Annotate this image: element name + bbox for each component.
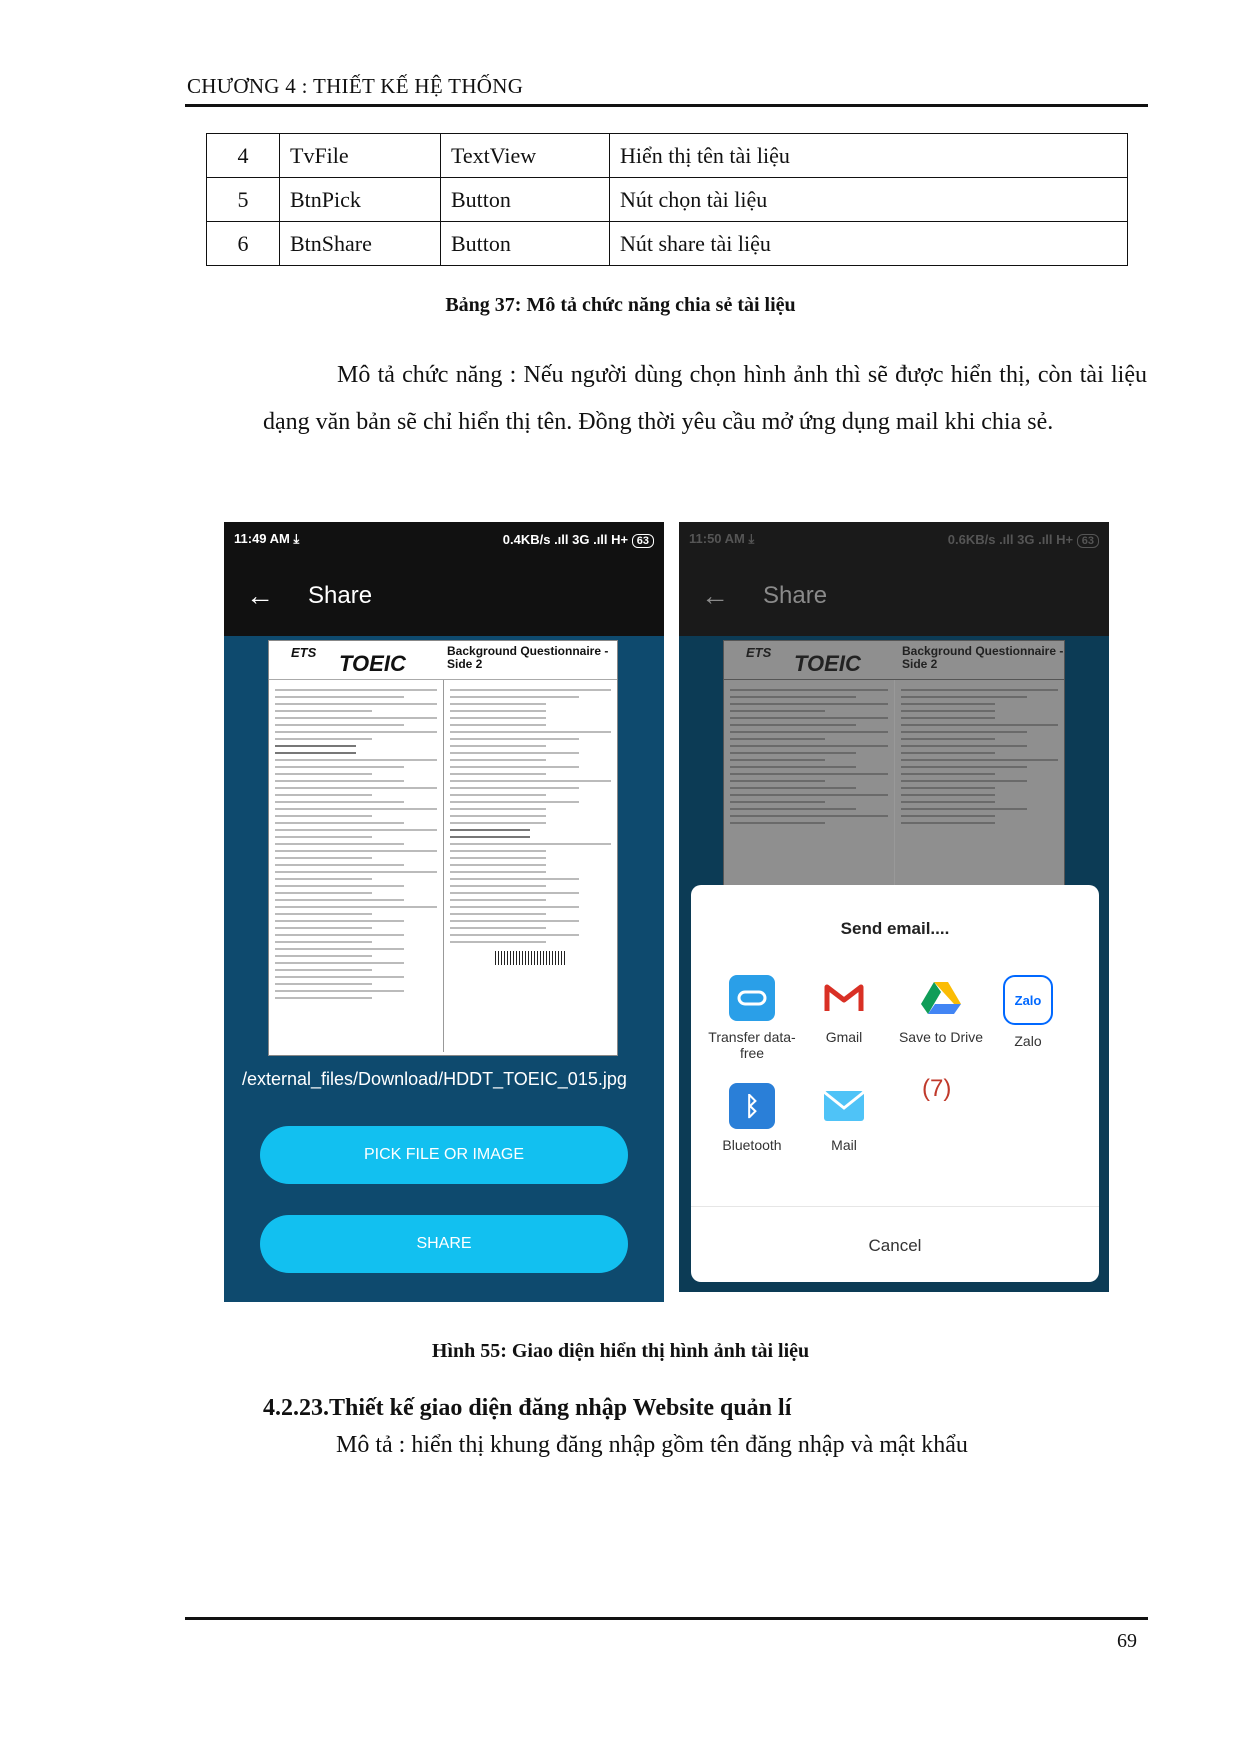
status-bar xyxy=(679,522,1109,556)
app-label: Transfer data-free xyxy=(708,1029,796,1061)
zalo-icon: Zalo xyxy=(1003,975,1053,1025)
table-cell: TextView xyxy=(441,134,610,178)
send-email-share-sheet xyxy=(691,885,1099,1282)
status-time: 11:49 AM xyxy=(234,531,290,546)
doc-heading: Background Questionnaire - Side 2 xyxy=(447,644,609,671)
pick-file-button[interactable]: PICK FILE OR IMAGE xyxy=(260,1126,628,1184)
ets-logo: ETS xyxy=(291,645,317,660)
spec-table xyxy=(206,133,1128,266)
table-cell: Nút share tài liệu xyxy=(610,222,1128,266)
status-time: 11:50 AM xyxy=(689,531,745,546)
toeic-logo: TOEIC xyxy=(339,651,406,676)
share-button[interactable]: SHARE xyxy=(260,1215,628,1273)
section-heading: 4.2.23.Thiết kế giao diện đăng nhập Website quản lí xyxy=(263,1395,792,1421)
bluetooth-icon: ᛒ xyxy=(729,1083,775,1129)
section-description: Mô tả : hiển thị khung đăng nhập gồm tên đăng nhập và mật khẩu xyxy=(336,1432,968,1458)
footer-rule xyxy=(185,1617,1148,1620)
annotation-label: (7) xyxy=(922,1075,952,1102)
app-label: Save to Drive xyxy=(898,1029,984,1045)
file-path-text: /external_files/Download/HDDT_TOEIC_015.jpg xyxy=(242,1069,627,1089)
app-label: Mail xyxy=(831,1137,857,1153)
table-cell: Hiển thị tên tài liệu xyxy=(610,134,1128,178)
transfer-icon xyxy=(729,975,775,1021)
app-label: Gmail xyxy=(825,1029,863,1045)
app-option-gmail[interactable] xyxy=(799,975,889,1045)
network-status: 0.4KB/s .ıll 3G .ıll H+ xyxy=(502,531,629,547)
app-title: Share xyxy=(763,582,828,609)
google-drive-icon xyxy=(918,975,964,1021)
status-bar xyxy=(224,522,664,556)
doc-heading: Background Questionnaire - Side 2 xyxy=(902,644,1064,671)
phone-screenshot-share xyxy=(224,522,664,1302)
toeic-logo: TOEIC xyxy=(794,651,861,676)
network-status: 0.6KB/s .ıll 3G .ıll H+ xyxy=(947,531,1074,547)
table-cell: Nút chọn tài liệu xyxy=(610,178,1128,222)
mail-icon xyxy=(821,1083,867,1129)
table-caption: Bảng 37: Mô tả chức năng chia sẻ tài liệu xyxy=(445,294,796,316)
table-cell: TvFile xyxy=(280,134,441,178)
document-preview-image xyxy=(268,640,618,1056)
app-bar xyxy=(224,556,664,636)
table-row xyxy=(207,222,1128,266)
download-icon: ⤓ xyxy=(748,531,755,546)
ets-logo: ETS xyxy=(746,645,772,660)
sheet-title: Send email.... xyxy=(840,919,950,938)
phone-screenshot-send-email xyxy=(679,522,1109,1292)
app-option-transfer[interactable] xyxy=(707,975,797,1061)
page-number: 69 xyxy=(1117,1630,1137,1652)
divider xyxy=(691,1206,1099,1207)
barcode-image xyxy=(495,951,565,965)
table-cell: Button xyxy=(441,178,610,222)
table-cell: BtnPick xyxy=(280,178,441,222)
app-option-bluetooth[interactable] xyxy=(707,1083,797,1153)
gmail-icon xyxy=(821,975,867,1021)
chapter-header: CHƯƠNG 4 : THIẾT KẾ HỆ THỐNG xyxy=(187,74,524,98)
app-title: Share xyxy=(308,582,373,609)
table-cell: 4 xyxy=(207,134,280,178)
app-label: Zalo xyxy=(1014,1033,1042,1049)
download-icon: ⤓ xyxy=(293,531,300,546)
figure-caption: Hình 55: Giao diện hiển thị hình ảnh tài liệu xyxy=(431,1340,810,1362)
table-cell: Button xyxy=(441,222,610,266)
table-cell: 6 xyxy=(207,222,280,266)
table-cell: 5 xyxy=(207,178,280,222)
back-arrow-icon[interactable]: ← xyxy=(701,580,729,611)
table-cell: BtnShare xyxy=(280,222,441,266)
app-option-zalo[interactable] xyxy=(983,975,1073,1049)
app-bar xyxy=(679,556,1109,636)
table-row xyxy=(207,134,1128,178)
description-paragraph: Mô tả chức năng : Nếu người dùng chọn hình ảnh thì sẽ được hiển thị, còn tài liệu dạng văn bản sẽ chỉ hiển thị tên. Đồng thời yêu cầu mở ứng dụng mail khi chia sẻ. xyxy=(263,362,1147,435)
battery-icon: 63 xyxy=(632,534,654,548)
header-rule xyxy=(185,104,1148,107)
cancel-button[interactable]: Cancel xyxy=(868,1236,922,1255)
doc-column-left xyxy=(269,680,443,1052)
table-row xyxy=(207,178,1128,222)
app-option-mail[interactable] xyxy=(799,1083,889,1153)
app-label: Bluetooth xyxy=(722,1137,782,1153)
back-arrow-icon[interactable]: ← xyxy=(246,580,274,611)
battery-icon: 63 xyxy=(1077,534,1099,548)
doc-column-right xyxy=(443,680,618,1052)
